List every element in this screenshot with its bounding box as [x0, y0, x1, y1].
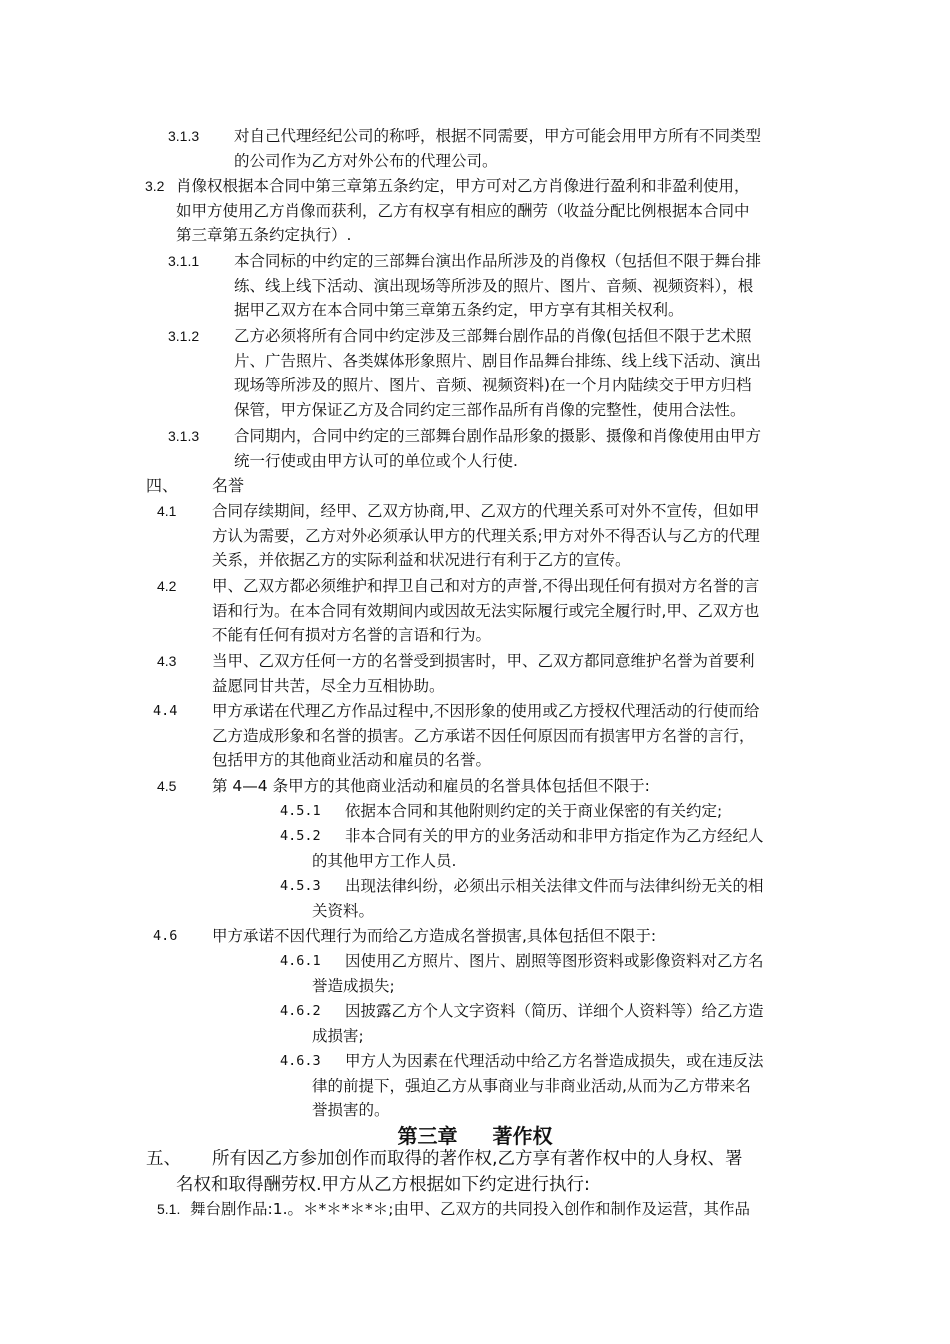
clause-number: 5.1. [157, 1201, 181, 1217]
clause-text: 本合同标的中约定的三部舞台演出作品所涉及的肖像权（包括但不限于舞台排 练、线上线下活动、演出现场等所涉及的照片、图片、音频、视频资料），根 据甲乙双方在本合同中第三章第五条约定，甲方享有其相关权利。 [234, 252, 762, 319]
clause-text: 非本合同有关的甲方的业务活动和非甲方指定作为乙方经纪人 的其他甲方工作人员. [312, 827, 764, 870]
section-text: 所有因乙方参加创作而取得的著作权,乙方享有著作权中的人身权、署 名权和取得酬劳权.甲方从乙方根据如下约定进行执行: [176, 1149, 743, 1195]
chapter-title: 著作权 [492, 1124, 553, 1148]
clause-number: 4.6.1 [280, 953, 321, 969]
clause-number: 4.3 [157, 653, 177, 669]
section-title: 名誉 [212, 476, 245, 495]
clause-number: 4.6 [153, 928, 178, 944]
clause-number: 3.1.1 [168, 253, 200, 269]
clause-number: 4.5.3 [280, 878, 321, 894]
clause-text: 出现法律纠纷，必须出示相关法律文件而与法律纠纷无关的相 关资料。 [312, 877, 764, 920]
clause-text: 甲方承诺不因代理行为而给乙方造成名誉损害,具体包括但不限于: [212, 927, 657, 945]
clause-text: 甲、乙双方都必须维护和捍卫自己和对方的声誉,不得出现任何有损对方名誉的言 语和行为。在本合同有效期间内或因故无法实际履行或完全履行时,甲、乙双方也 不能有任何有损对方名誉的言语和行为。 [212, 577, 760, 644]
clause-number: 4.5.2 [280, 828, 321, 844]
clause-text: 舞台剧作品:1.。＊*＊*＊*＊;由甲、乙双方的共同投入创作和制作及运营，其作品 [190, 1200, 750, 1218]
section-number: 四、 [146, 476, 179, 495]
clause-number: 4.5.1 [280, 803, 321, 819]
clause-text: 依据本合同和其他附则约定的关于商业保密的有关约定; [345, 802, 723, 820]
clause-text: 因披露乙方个人文字资料（简历、详细个人资料等）给乙方造 成损害; [312, 1002, 764, 1045]
clause-text: 合同期内，合同中约定的三部舞台剧作品形象的摄影、摄像和肖像使用由甲方 统一行使或由甲方认可的单位或个人行使. [234, 427, 762, 470]
clause-text: 因使用乙方照片、图片、剧照等图形资料或影像资料对乙方名 誉造成损失; [312, 952, 764, 995]
clause-number: 3.1.2 [168, 328, 200, 344]
clause-number: 3.2 [145, 178, 165, 194]
clause-number: 4.4 [153, 703, 178, 719]
clause-number: 4.6.3 [280, 1053, 321, 1069]
clause-text: 肖像权根据本合同中第三章第五条约定，甲方可对乙方肖像进行盈利和非盈利使用， 如甲方使用乙方肖像而获利，乙方有权享有相应的酬劳（收益分配比例根据本合同中 第三章第五条约定执行）. [176, 177, 750, 244]
clause-text: 当甲、乙双方任何一方的名誉受到损害时，甲、乙双方都同意维护名誉为首要利 益愿同甘共苦，尽全力互相协助。 [212, 652, 755, 695]
section-number: 五、 [146, 1149, 181, 1169]
chapter-heading [0, 1120, 950, 1149]
clause-text: 乙方必须将所有合同中约定涉及三部舞台剧作品的肖像(包括但不限于艺术照 片、广告照片、各类媒体形象照片、剧目作品舞台排练、线上线下活动、演出 现场等所涉及的照片、图片、音频、视频资料)在一个月内陆续交于甲方归档 保管，甲方保证乙方及合同约定三部作品所有肖像的完整性，使用合法性。 [234, 327, 762, 419]
clause-text: 对自己代理经纪公司的称呼，根据不同需要，甲方可能会用甲方所有不同类型 的公司作为乙方对外公布的代理公司。 [234, 127, 762, 170]
clause-text: 第 4—4 条甲方的其他商业活动和雇员的名誉具体包括但不限于: [212, 777, 650, 795]
clause-text: 甲方人为因素在代理活动中给乙方名誉造成损失，或在违反法 律的前提下，强迫乙方从事商业与非商业活动,从而为乙方带来名 誉损害的。 [312, 1052, 764, 1119]
clause-number: 4.2 [157, 578, 177, 594]
clause-number: 4.5 [157, 778, 177, 794]
clause-number: 4.6.2 [280, 1003, 321, 1019]
clause-number: 4.1 [157, 503, 177, 519]
clause-number: 3.1.3 [168, 128, 200, 144]
clause-text: 合同存续期间，经甲、乙双方协商,甲、乙双方的代理关系可对外不宣传，但如甲 方认为需要，乙方对外必须承认甲方的代理关系;甲方对外不得否认与乙方的代理 关系，并依据乙方的实际利益和状况进行有利于乙方的宣传。 [212, 502, 760, 569]
clause-number: 3.1.3 [168, 428, 200, 444]
clause-text: 甲方承诺在代理乙方作品过程中,不因形象的使用或乙方授权代理活动的行使而给 乙方造成形象和名誉的损害。乙方承诺不因任何原因而有损害甲方名誉的言行， 包括甲方的其他商业活动和雇员的名誉。 [212, 702, 760, 769]
chapter-label: 第三章 [397, 1124, 458, 1148]
